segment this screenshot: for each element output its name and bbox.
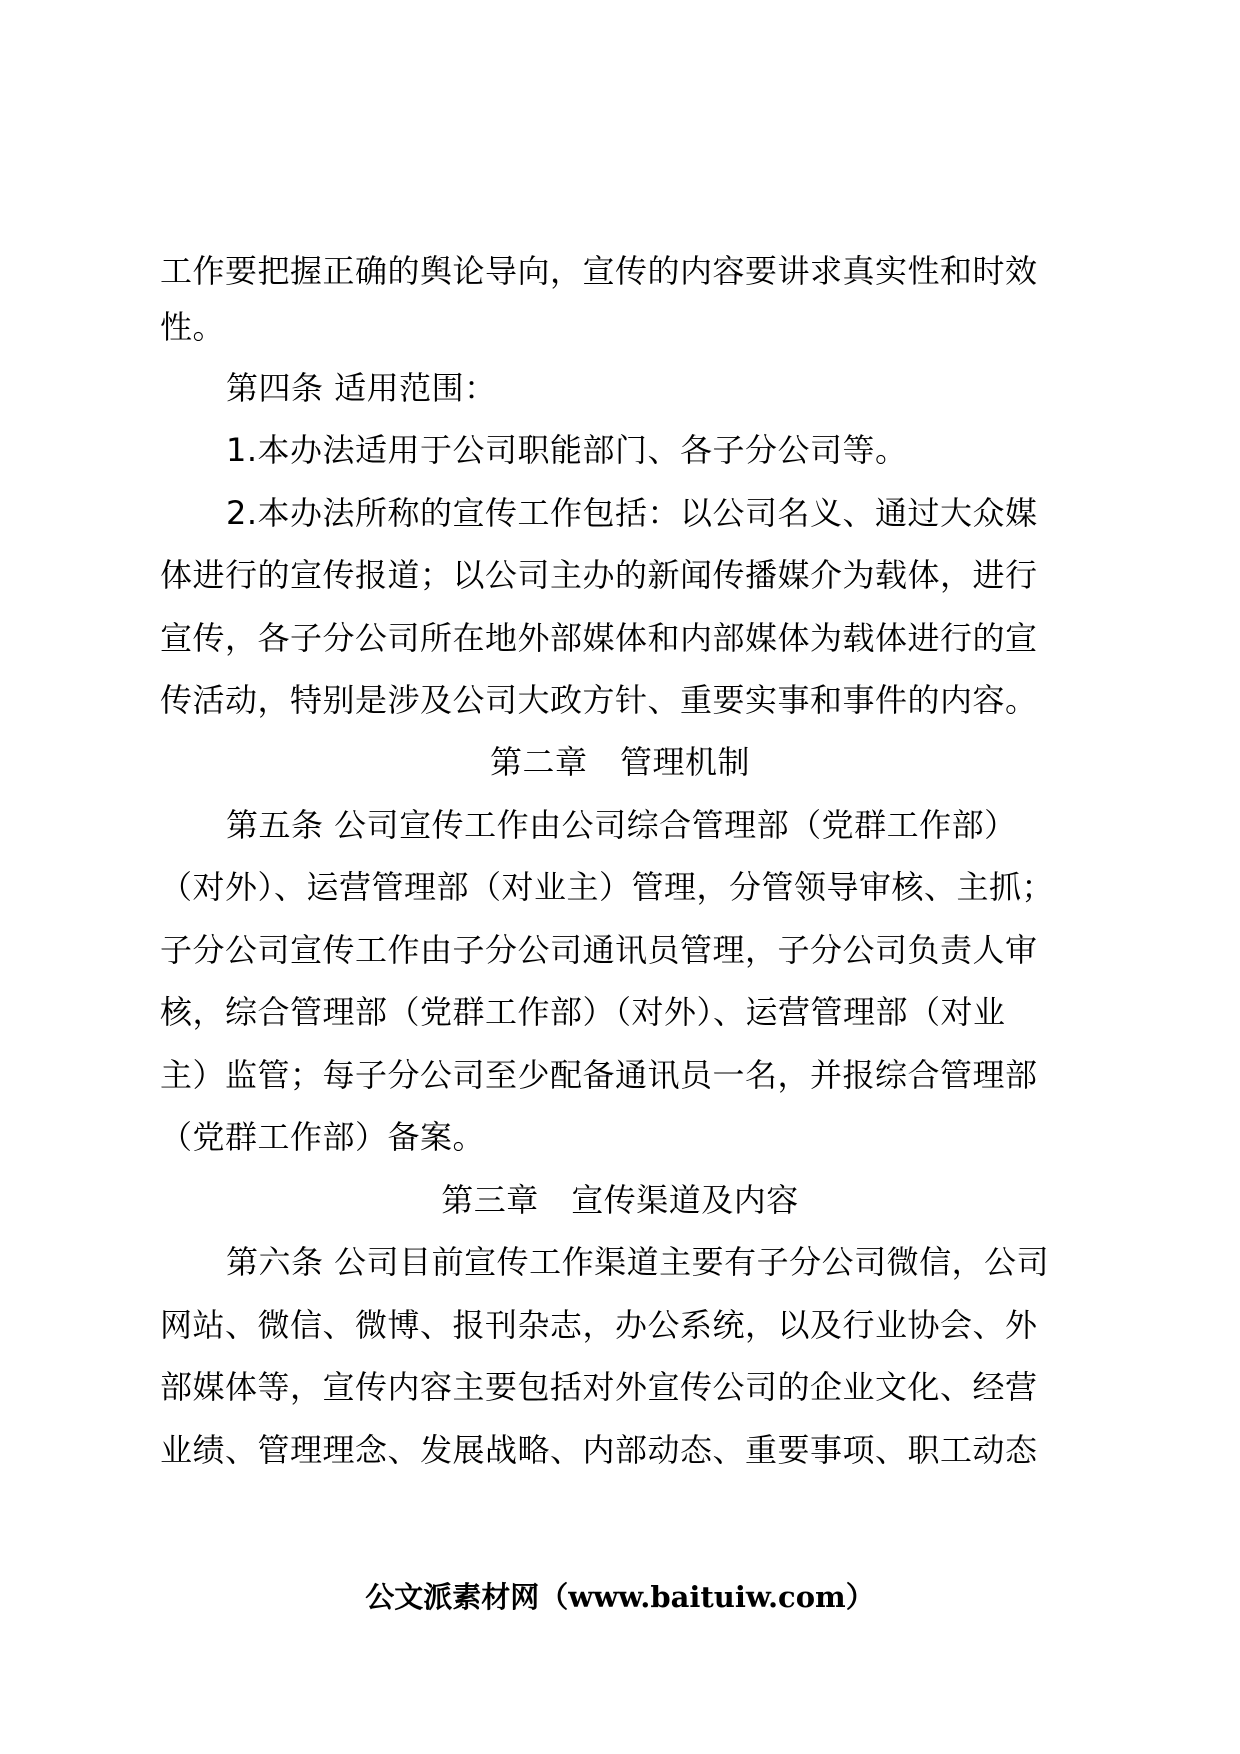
chapter-heading: 第三章 宣传渠道及内容 [441,1181,799,1219]
text-line: 部媒体等，宣传内容主要包括对外宣传公司的企业文化、经营 [160,1368,1038,1406]
text-line: 2.本办法所称的宣传工作包括：以公司名义、通过大众媒 [226,494,1038,532]
text-line: 传活动，特别是涉及公司大政方针、重要实事和事件的内容。 [160,681,1038,719]
text-line: 业绩、管理理念、发展战略、内部动态、重要事项、职工动态 [160,1431,1038,1469]
chapter-heading: 第二章 管理机制 [489,743,750,781]
text-line: 网站、微信、微博、报刊杂志，办公系统，以及行业协会、外 [160,1306,1038,1344]
text-line: （党群工作部）备案。 [160,1118,486,1156]
text-line: 1.本办法适用于公司职能部门、各子分公司等。 [226,431,908,469]
text-line: 工作要把握正确的舆论导向，宣传的内容要讲求真实性和时效 [160,252,1038,290]
article-heading: 第六条 公司目前宣传工作渠道主要有子分公司微信，公司 [226,1243,1050,1281]
article-heading: 第四条 适用范围： [226,369,497,407]
text-line: （对外）、运营管理部（对业主）管理，分管领导审核、主抓； [160,868,1055,906]
text-line: 主）监管；每子分公司至少配备通讯员一名，并报综合管理部 [160,1056,1038,1094]
text-line: 体进行的宣传报道；以公司主办的新闻传播媒介为载体，进行 [160,556,1038,594]
text-line: 子分公司宣传工作由子分公司通讯员管理，子分公司负责人审 [160,931,1038,969]
article-heading: 第五条 公司宣传工作由公司综合管理部（党群工作部） [226,806,1017,844]
text-line: 宣传，各子分公司所在地外部媒体和内部媒体为载体进行的宣 [160,619,1038,657]
text-line: 性。 [160,308,226,346]
text-line: 核，综合管理部（党群工作部）（对外）、运营管理部（对业 [160,993,1006,1031]
watermark-footer: 公文派素材网（www.baituiw.com） [365,1580,875,1614]
